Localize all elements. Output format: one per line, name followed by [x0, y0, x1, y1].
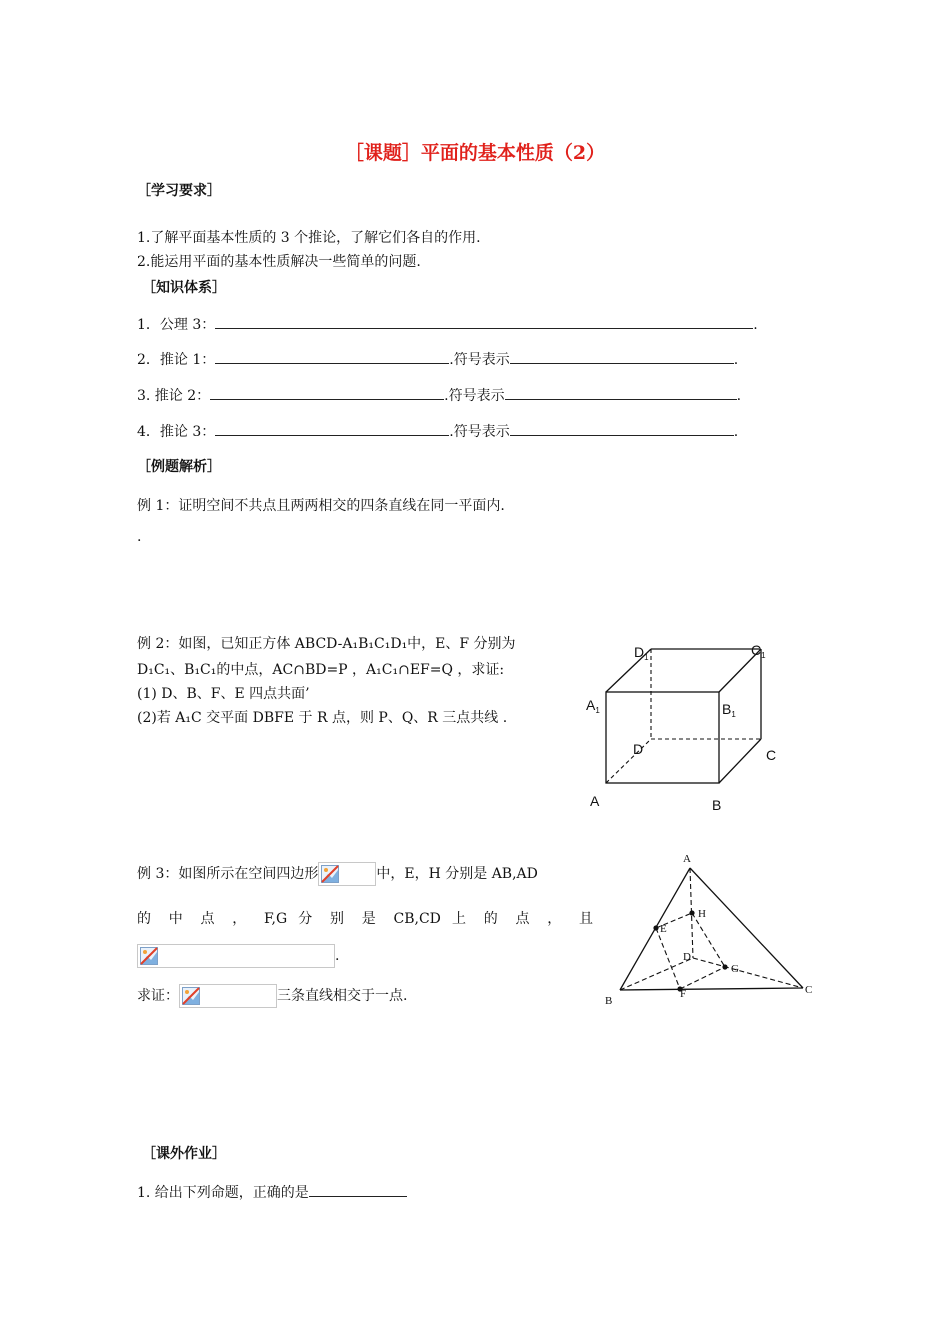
example-3-text-b: 中，E，H 分别是 AB,AD	[376, 866, 538, 882]
edge-cd-hidden	[693, 958, 803, 988]
label-c1: $C_1$	[751, 642, 766, 660]
cube-front-face	[606, 692, 719, 783]
knowledge-item-2	[137, 349, 738, 369]
example-3-line-3-end: .	[335, 948, 340, 964]
fill-blank[interactable]	[215, 314, 753, 329]
section-study-heading: ［学习要求］	[137, 183, 221, 199]
example-2-line-2: D₁C₁、B₁C₁的中点，AC∩BD=P ，A₁C₁∩EF=Q ，求证:	[137, 662, 505, 678]
label-b: B	[605, 995, 613, 1007]
label-c: C	[766, 747, 777, 763]
fill-blank-symbol[interactable]	[510, 349, 734, 364]
knowledge-item-1	[137, 314, 758, 334]
point-h	[689, 910, 694, 915]
cube-diagram	[570, 630, 800, 820]
example-3-line-2: 的 中 点 ， F,G 分 别 是 CB,CD 上 的 点 ， 且	[137, 911, 593, 927]
label-d: D	[683, 951, 691, 963]
example-3-text-a: 例 3：如图所示在空间四边形	[137, 866, 319, 882]
broken-image-icon	[182, 987, 200, 1005]
cube-edge	[719, 739, 761, 783]
label-b: B	[712, 797, 722, 813]
edge-ac	[690, 868, 803, 988]
fill-blank[interactable]	[215, 349, 449, 364]
prove-text: 三条直线相交于一点.	[277, 988, 408, 1004]
homework-q1	[137, 1182, 407, 1202]
symbol-label: .符号表示	[449, 352, 510, 368]
item-end: .	[753, 317, 758, 333]
tetrahedron-diagram	[600, 850, 820, 1010]
fill-blank[interactable]	[215, 421, 449, 436]
label-e: E	[660, 923, 667, 935]
label-f: F	[680, 988, 687, 1000]
section-homework-heading: ［课外作业］	[142, 1146, 226, 1162]
example-3-prove	[137, 984, 407, 1008]
example-1-dot: .	[137, 529, 142, 545]
point-g	[722, 964, 727, 969]
section-knowledge-heading: ［知识体系］	[142, 280, 226, 296]
example-3-line-1	[137, 862, 538, 886]
label-h: H	[698, 908, 706, 920]
homework-q1-text: 1. 给出下列命题，正确的是	[137, 1185, 309, 1201]
broken-image-placeholder	[137, 944, 335, 968]
requirement-1: 1.了解平面基本性质的 3 个推论，了解它们各自的作用.	[137, 230, 481, 246]
cube-hidden-edge	[606, 739, 651, 783]
example-2-line-4: (2)若 A₁C 交平面 DBFE 于 R 点，则 P、Q、R 三点共线 .	[137, 710, 508, 726]
item-end: .	[736, 388, 742, 404]
knowledge-item-label: 1．公理 3：	[137, 317, 216, 333]
knowledge-item-label: 3. 推论 2：	[137, 388, 211, 404]
label-a1: $A_1$	[586, 697, 600, 715]
broken-image-placeholder	[318, 862, 376, 886]
broken-image-icon	[321, 865, 339, 883]
fill-blank-symbol[interactable]	[510, 421, 734, 436]
label-d: D	[633, 741, 644, 757]
broken-image-placeholder	[179, 984, 277, 1008]
label-a: A	[683, 853, 691, 865]
example-1-text: 例 1：证明空间不共点且两两相交的四条直线在同一平面内.	[137, 498, 505, 514]
label-c: C	[805, 984, 813, 996]
segment-ef	[656, 928, 680, 989]
edge-bc	[620, 988, 803, 990]
section-examples-heading: ［例题解析］	[137, 459, 221, 475]
label-d1: $D_1$	[634, 644, 649, 662]
label-g: G	[731, 963, 739, 975]
label-b1: $B_1$	[722, 701, 736, 719]
fill-blank-symbol[interactable]	[505, 385, 737, 400]
item-end: .	[733, 352, 739, 368]
knowledge-item-4	[137, 421, 738, 441]
item-end: .	[733, 424, 739, 440]
symbol-label: .符号表示	[444, 388, 505, 404]
example-2-line-1: 例 2：如图，已知正方体 ABCD-A₁B₁C₁D₁中，E、F 分别为	[137, 636, 516, 652]
prove-label: 求证：	[137, 988, 179, 1004]
fill-blank[interactable]	[210, 385, 444, 400]
knowledge-item-label: 2．推论 1：	[137, 352, 216, 368]
broken-image-icon	[140, 947, 158, 965]
requirement-2: 2.能运用平面的基本性质解决一些简单的问题.	[137, 254, 421, 270]
example-2-line-3: (1) D、B、F、E 四点共面’	[137, 686, 310, 702]
fill-blank[interactable]	[309, 1182, 407, 1197]
page-title: ［课题］平面的基本性质（2）	[344, 142, 606, 164]
symbol-label: .符号表示	[449, 424, 510, 440]
label-a: A	[590, 793, 600, 809]
example-3-line-3	[137, 944, 339, 968]
knowledge-item-label: 4．推论 3：	[137, 424, 216, 440]
segment-fg	[680, 967, 725, 989]
knowledge-item-3	[137, 385, 741, 405]
point-e	[653, 925, 658, 930]
